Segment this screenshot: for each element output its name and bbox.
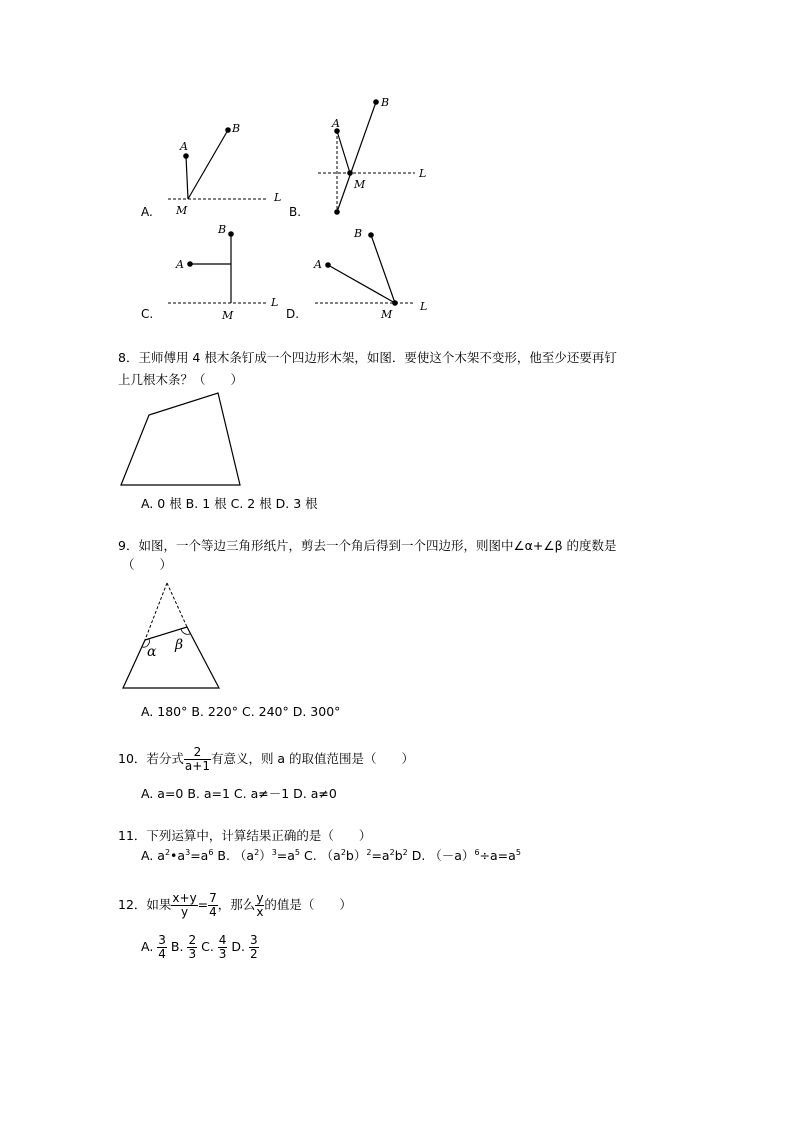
- quadrilateral: [121, 393, 240, 485]
- point-m: [392, 300, 398, 306]
- q12-fraction-y-over-x: $\frac{y}{x}$: [256, 891, 264, 920]
- q7-option-c-label[interactable]: C.: [141, 307, 154, 321]
- fraction-denominator: a+1: [184, 759, 210, 774]
- q12-fraction-7-over-4: $\frac{7}{4}$: [209, 891, 217, 920]
- q12-prefix: 12．如果: [118, 897, 172, 913]
- q7-figure-d: [305, 220, 435, 320]
- q11-option-a[interactable]: A. $a^2•a^3=a^6$: [141, 848, 214, 864]
- q7-figure-b: [310, 90, 440, 220]
- label-l: L: [419, 167, 427, 180]
- label-b: B: [354, 227, 363, 240]
- q12-stem: [118, 892, 352, 919]
- q12-option-a[interactable]: A. $\frac{3}{4}$: [141, 933, 166, 962]
- q8-stem-line2: 上几根木条？（ ）: [118, 372, 244, 387]
- label-m: M: [354, 178, 366, 191]
- q9-triangle-figure: [118, 580, 228, 695]
- q9-stem-line1: 9．如图，一个等边三角形纸片，剪去一个角后得到一个四边形，则图中∠α+∠β 的度数是: [118, 538, 617, 553]
- q11-option-c[interactable]: C. $(a^2b)^2=a^2b^2$: [300, 848, 408, 864]
- q9-stem-line2: （ ）: [122, 557, 173, 572]
- label-b: B: [232, 122, 241, 135]
- q12-option-c[interactable]: C. $\frac{4}{3}$: [201, 933, 227, 962]
- q11-stem: 11．下列运算中，计算结果正确的是（ ）: [118, 828, 372, 843]
- q10-stem: [118, 746, 414, 773]
- label-a: A: [176, 258, 184, 271]
- cut-corner-left: [145, 583, 167, 640]
- label-a: A: [332, 117, 340, 130]
- q11-option-b[interactable]: B. $(a^2)^3=a^5$: [213, 848, 301, 864]
- segment-bm: [188, 130, 228, 199]
- q10-suffix: 有意义，则 a 的取值范围是（ ）: [210, 751, 415, 767]
- label-l: L: [274, 191, 282, 204]
- label-m: M: [176, 204, 188, 215]
- label-l: L: [420, 300, 428, 313]
- q10-fraction: [184, 746, 211, 773]
- segment-am: [186, 156, 188, 199]
- q12-options[interactable]: [141, 934, 259, 961]
- q7-figure-c: [160, 220, 290, 320]
- q11-option-d[interactable]: D. $(-a)^6\div a=a^5$: [407, 848, 521, 864]
- q12-option-d[interactable]: D. $\frac{3}{2}$: [231, 933, 258, 962]
- q7-figure-a: [160, 115, 290, 215]
- label-m: M: [381, 308, 393, 320]
- point-a: [183, 153, 189, 159]
- q12-equals: =: [197, 897, 209, 913]
- beta-label: β: [175, 637, 184, 653]
- quadrilateral: [123, 627, 219, 688]
- label-b: B: [218, 223, 227, 236]
- q12-option-b[interactable]: B. $\frac{2}{3}$: [170, 933, 197, 962]
- point-m: [347, 170, 353, 176]
- q8-options[interactable]: A. 0 根 B. 1 根 C. 2 根 D. 3 根: [141, 496, 318, 511]
- point-b: [368, 232, 374, 238]
- point-a-reflection: [334, 209, 340, 215]
- cut-corner-right: [167, 583, 187, 627]
- label-a: A: [180, 140, 188, 153]
- label-l: L: [271, 296, 279, 309]
- label-a: A: [314, 258, 322, 271]
- segment-am: [328, 265, 395, 303]
- point-a: [187, 261, 193, 267]
- q12-fraction-xy-over-y: $\frac{x+y}{y}$: [172, 891, 197, 920]
- alpha-label: α: [147, 644, 157, 660]
- point-b: [373, 99, 379, 105]
- segment-am: [337, 131, 350, 173]
- label-m: M: [222, 309, 234, 320]
- q11-options[interactable]: [141, 848, 521, 863]
- q7-option-d-label[interactable]: D.: [286, 307, 300, 321]
- q12-mid: ，那么: [217, 897, 256, 913]
- fraction-numerator: 2: [184, 746, 211, 760]
- q8-stem-line1: 8．王师傅用 4 根木条钉成一个四边形木架，如图．要使这个木架不变形，他至少还要再钉: [118, 350, 617, 365]
- q7-option-a-label[interactable]: A.: [141, 205, 153, 219]
- q9-options[interactable]: A. 180° B. 220° C. 240° D. 300°: [141, 704, 341, 719]
- q10-prefix: 10．若分式: [118, 751, 184, 767]
- segment-bm: [337, 102, 376, 212]
- segment-bm: [371, 235, 395, 303]
- point-a: [325, 262, 331, 268]
- q12-suffix: 的值是（ ）: [264, 897, 352, 913]
- q8-quadrilateral-figure: [118, 390, 248, 490]
- q7-option-b-label[interactable]: B.: [289, 205, 302, 219]
- point-b: [228, 231, 234, 237]
- point-b: [225, 127, 231, 133]
- label-b: B: [381, 96, 390, 109]
- q10-options[interactable]: A. a=0 B. a=1 C. a≠－1 D. a≠0: [141, 786, 337, 801]
